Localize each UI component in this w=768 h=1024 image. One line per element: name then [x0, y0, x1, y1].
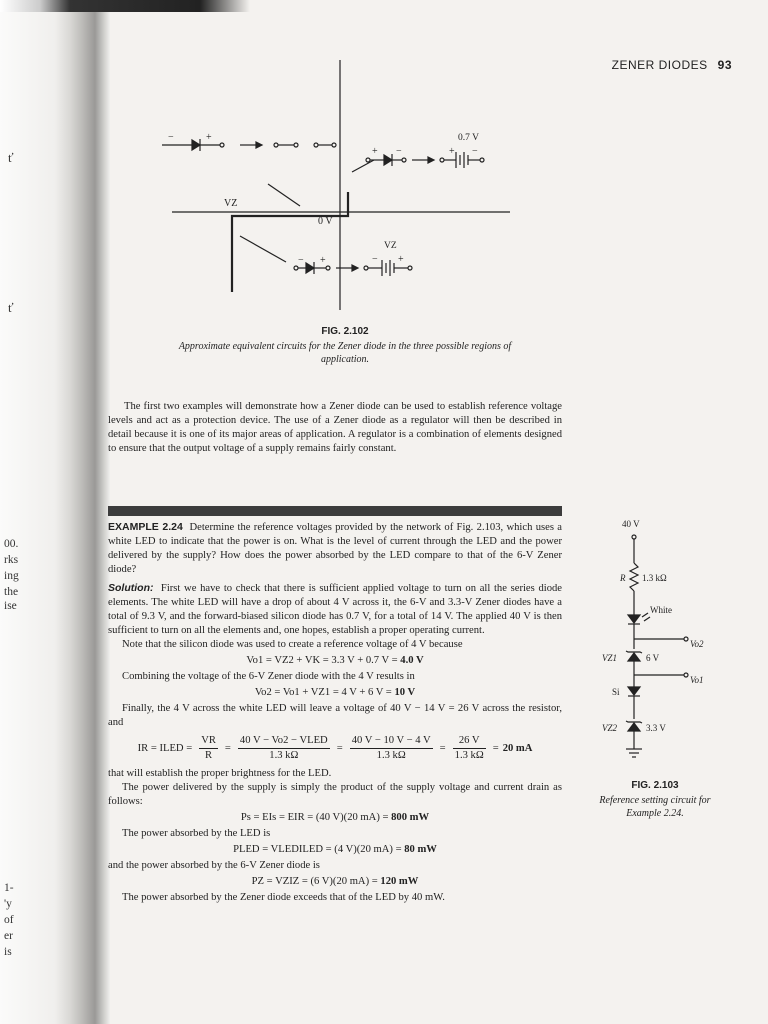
arrow-right [336, 265, 358, 271]
equation-vo1: Vo1 = VZ2 + VK = 3.3 V + 0.7 V = 4.0 V [246, 655, 424, 666]
book-gutter-shadow [0, 0, 110, 1024]
svg-text:+: + [206, 132, 212, 143]
equation-ps: Ps = EIs = EIR = (40 V)(20 mA) = 800 mW [240, 812, 430, 823]
led-symbol [628, 615, 640, 623]
svg-text:−: − [372, 254, 378, 265]
label-r: R [620, 573, 626, 583]
paragraph: The power absorbed by the Zener diode exceeds that of the LED by 40 mW. [122, 892, 445, 903]
label-vz-bottom: VZ [384, 241, 397, 251]
intro-paragraph: The first two examples will demonstrate how a Zener diode can be used to establish reference voltage levels and act as a protection device. The use of a Zener diode as a regulator will then be described in detail because it is one of its major areas of application. A regulator is a combination of elements designed to ensure that the output voltage of a supply remains fairly constant. [108, 401, 562, 454]
figure-2-102-diagram [140, 60, 520, 316]
label-vo2: Vo2 [690, 639, 704, 649]
facing-page-fragment: the [4, 586, 19, 598]
resistor-symbol [630, 563, 638, 591]
svg-text:+: + [372, 146, 378, 157]
label-40v: 40 V [622, 519, 640, 529]
equation-vo2: Vo2 = Vo1 + VZ1 = 4 V + 6 V = 10 V [254, 687, 416, 698]
paragraph: Note that the silicon diode was used to create a reference voltage of 4 V because [122, 639, 463, 650]
label-3.3v: 3.3 V [646, 723, 666, 733]
label-vo1: Vo1 [690, 675, 704, 685]
figure-2-103-circuit [590, 515, 720, 775]
facing-page-fragment: ise [4, 600, 17, 612]
paragraph: and the power absorbed by the 6-V Zener diode is [108, 860, 320, 871]
figure-2-102-caption: Approximate equivalent circuits for the Zener diode in the three possible regions of application. [178, 341, 512, 365]
equation-pz: PZ = VZIZ = (6 V)(20 mA) = 120 mW [251, 876, 419, 887]
svg-text:−: − [396, 146, 402, 157]
margin-mark: ť [8, 150, 14, 165]
facing-page-fragment: rks [4, 554, 19, 566]
paragraph: The power delivered by the supply is simply the product of the supply voltage and current drain as follows: [108, 782, 562, 807]
facing-page-fragment: of [4, 914, 14, 926]
zener-6v-symbol [628, 653, 640, 661]
facing-page-fragment: is [4, 946, 12, 958]
svg-text:+: + [449, 146, 455, 157]
figure-2-103-title: FIG. 2.103 [631, 780, 679, 791]
facing-page-fragment: 00. [4, 538, 19, 550]
zener-3v3-symbol [628, 723, 640, 731]
solution-paragraph: First we have to check that there is sufficient applied voltage to turn on all the series diode elements. The white LED will have a drop of about 4 V across it, the 6-V and 3.3-V Zener diodes have a total of 9.3 V, and the forward-biased silicon diode has 0.7 V, for a total of 14 V. The applied 40 V is then sufficient to turn on all the elements and, one hopes, establish a proper operating current. [108, 583, 563, 636]
example-question: Determine the reference voltages provided by the network of Fig. 2.103, which uses a white LED to indicate that the power is on. What is the level of current through the LED and the power delivered by the supply? How does the power absorbed by the LED compare to that of the 6-V Zener diode? [108, 522, 562, 575]
paragraph: Finally, the 4 V across the white LED will leave a voltage of 40 V − 14 V = 26 V across the resistor, and [108, 703, 562, 728]
label-vz1: VZ1 [602, 653, 618, 663]
svg-text:−: − [298, 255, 304, 266]
label-0.7v: 0.7 V [458, 133, 479, 143]
facing-page-fragment: ing [4, 570, 19, 582]
example-2-24 [108, 520, 562, 905]
silicon-diode-symbol [628, 687, 640, 695]
label-1.3k: 1.3 kΩ [642, 573, 667, 583]
equation-current: IR = ILED = $\frac{VR}{R}$ = $\frac{\text{40 V − Vo2 − VLED}}{1.3 k\Omega}$ = $\frac{40 V - 10 V - 4 V}{1.3 k\Omega}$ = $\frac{26 V}{1.3 k\Omega}$ = 20 mA [137, 735, 533, 761]
svg-text:+: + [320, 255, 326, 266]
facing-page-fragment: 1- [4, 882, 14, 894]
arrow-right [412, 157, 434, 163]
arrow-right [240, 142, 262, 148]
label-vz2: VZ2 [602, 723, 618, 733]
margin-mark: ť [8, 300, 14, 315]
running-header [612, 58, 732, 72]
paragraph: The power absorbed by the LED is [122, 828, 271, 839]
svg-text:−: − [168, 132, 174, 143]
example-header-bar [108, 506, 562, 516]
equation-pled: PLED = VLEDILED = (4 V)(20 mA) = 80 mW [233, 844, 437, 855]
header-title: ZENER DIODES [611, 58, 708, 72]
open-circuit-symbol [274, 143, 298, 147]
solution-label: Solution: [108, 582, 154, 594]
pointer-line [268, 184, 300, 206]
page-number: 93 [717, 58, 732, 72]
facing-page-fragment: er [4, 930, 13, 942]
top-binding-edge [0, 0, 250, 12]
label-white: White [650, 605, 672, 615]
pointer-line [352, 160, 374, 172]
paragraph: Combining the voltage of the 6-V Zener diode with the 4 V results in [122, 671, 415, 682]
svg-text:−: − [472, 146, 478, 157]
label-si: Si [612, 687, 620, 697]
svg-text:+: + [398, 254, 404, 265]
paragraph: that will establish the proper brightness for the LED. [108, 768, 332, 779]
label-vz: VZ [224, 198, 238, 209]
figure-2-102-title: FIG. 2.102 [321, 326, 369, 337]
label-6v: 6 V [646, 653, 660, 663]
label-0v: 0 V [318, 216, 333, 227]
open-circuit-symbol [314, 143, 336, 147]
figure-2-103-caption: Reference setting circuit for Example 2.24. [599, 795, 711, 819]
example-label: EXAMPLE 2.24 [108, 521, 183, 533]
pointer-line [240, 236, 286, 262]
facing-page-fragment: 'y [4, 898, 12, 910]
